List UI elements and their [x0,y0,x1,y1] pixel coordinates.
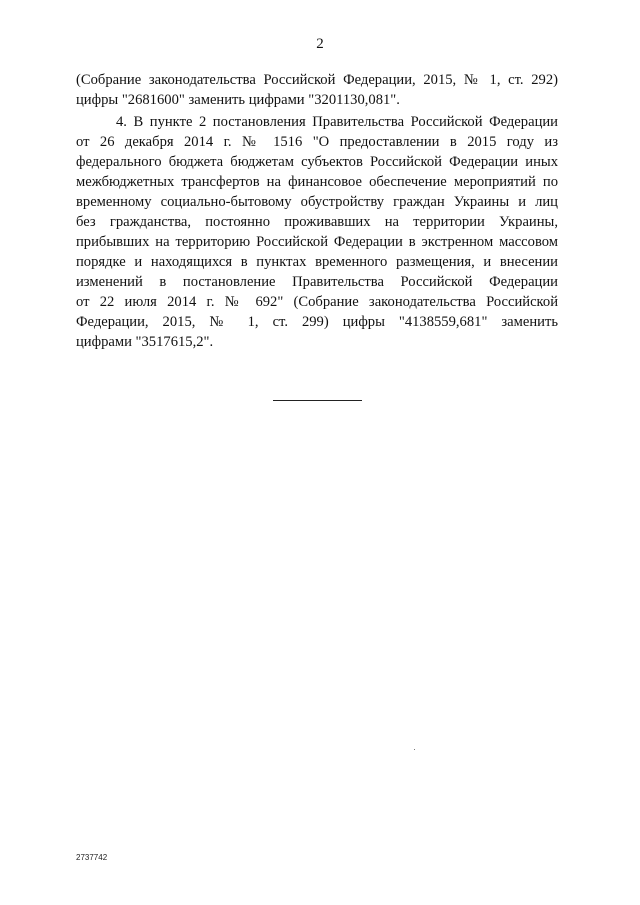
text-line: прибывших на территорию Российской Федерации в экстренном массовом [76,234,558,250]
page-number: 2 [316,36,324,52]
text-line: (Собрание законодательства Российской Федерации, 2015, № 1, ст. 292) [76,72,558,88]
text-line: временному социально-бытовому обустройству граждан Украины и лиц [76,194,558,210]
text-line: от 26 декабря 2014 г. № 1516 "О предоставлении в 2015 году из [76,134,558,150]
document-code: 2737742 [76,853,108,862]
text-line: межбюджетных трансфертов на финансовое обеспечение мероприятий по [76,174,558,190]
text-line: 4. В пункте 2 постановления Правительства Российской Федерации [116,114,558,130]
text-line: без гражданства, постоянно проживавших на территории Украины, [76,214,558,230]
text-line: порядке и находящихся в пунктах временного размещения, и внесении [76,254,558,270]
text-line: цифры "2681600" заменить цифрами "3201130,081". [76,92,400,108]
text-line: Федерации, 2015, № 1, ст. 299) цифры "4138559,681" заменить [76,314,558,330]
text-line: федерального бюджета бюджетам субъектов Российской Федерации иных [76,154,558,170]
text-line: изменений в постановление Правительства Российской Федерации [76,274,558,290]
text-line: цифрами "3517615,2". [76,334,214,350]
stray-mark [414,749,415,750]
separator-line [273,400,362,401]
text-line: от 22 июля 2014 г. № 692" (Собрание законодательства Российской [76,294,558,310]
